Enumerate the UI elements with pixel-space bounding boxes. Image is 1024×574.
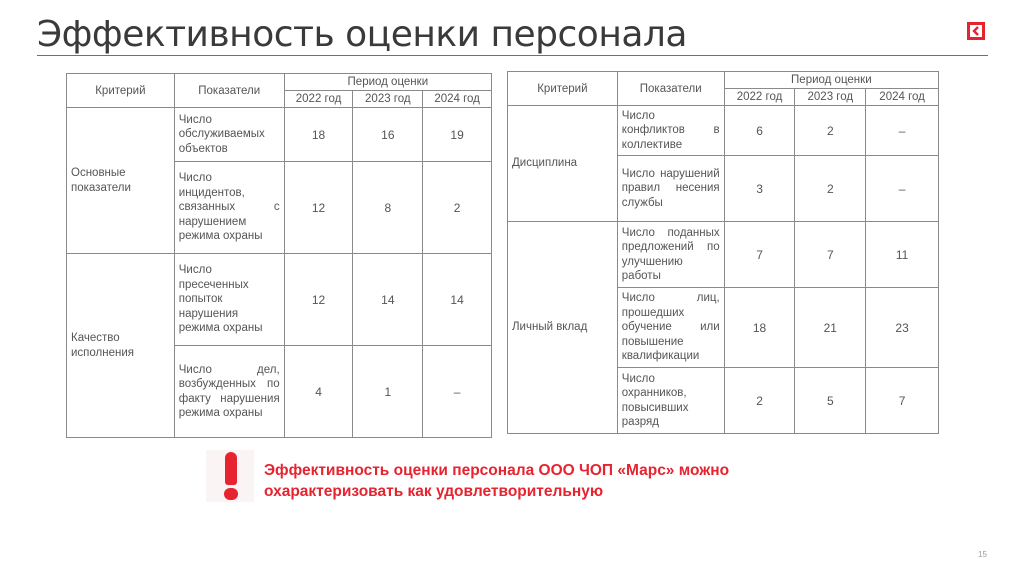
value-cell: 12 [284, 254, 353, 346]
indicator-cell: Число нарушений правил несения службы [617, 156, 724, 222]
value-cell: 5 [795, 368, 866, 434]
value-cell: – [866, 106, 939, 156]
value-cell: 18 [724, 288, 795, 368]
slide-title: Эффективность оценки персонала [37, 14, 687, 55]
criterion-cell: Основные показатели [67, 108, 175, 254]
value-cell: 11 [866, 222, 939, 288]
indicator-cell: Число конфликтов в коллективе [617, 106, 724, 156]
indicator-cell: Число поданных предложений по улучшению работы [617, 222, 724, 288]
conclusion-text: Эффективность оценки персонала ООО ЧОП «Марс» можно охарактеризовать как удовлетворительную [264, 462, 730, 500]
header-indicators: Показатели [617, 72, 724, 106]
indicator-cell: Число инцидентов, связанных с нарушением режима охраны [174, 162, 284, 254]
exclamation-dot [224, 488, 238, 500]
header-year-2022: 2022 год [284, 91, 353, 108]
value-cell: 4 [284, 346, 353, 438]
table-row [508, 222, 939, 288]
value-cell: 19 [423, 108, 492, 162]
value-cell: 14 [423, 254, 492, 346]
indicator-cell: Число дел, возбужденных по факту нарушения режима охраны [174, 346, 284, 438]
left-evaluation-table [66, 73, 492, 438]
criterion-cell: Качество исполнения [67, 254, 175, 438]
indicator-cell: Число лиц, прошедших обучение или повышение квалификации [617, 288, 724, 368]
value-cell: 2 [795, 106, 866, 156]
value-cell: 7 [866, 368, 939, 434]
header-year-2024: 2024 год [866, 89, 939, 106]
title-underline [37, 55, 988, 56]
criterion-cell: Личный вклад [508, 222, 618, 434]
table-row [67, 254, 492, 346]
page-number: 15 [978, 550, 987, 559]
table-row [67, 108, 492, 162]
value-cell: 7 [795, 222, 866, 288]
header-year-2023: 2023 год [353, 91, 423, 108]
value-cell: 8 [353, 162, 423, 254]
header-criterion: Критерий [508, 72, 618, 106]
exclamation-bar [225, 452, 237, 485]
value-cell: 14 [353, 254, 423, 346]
value-cell: 2 [795, 156, 866, 222]
value-cell: – [423, 346, 492, 438]
header-period: Период оценки [284, 74, 491, 91]
table-row [508, 106, 939, 156]
value-cell: 6 [724, 106, 795, 156]
value-cell: – [866, 156, 939, 222]
value-cell: 1 [353, 346, 423, 438]
value-cell: 2 [724, 368, 795, 434]
brand-logo-icon [967, 22, 985, 40]
value-cell: 7 [724, 222, 795, 288]
header-year-2023: 2023 год [795, 89, 866, 106]
indicator-cell: Число охранников, повысивших разряд [617, 368, 724, 434]
header-year-2024: 2024 год [423, 91, 492, 108]
header-year-2022: 2022 год [724, 89, 795, 106]
right-evaluation-table [507, 71, 939, 434]
exclamation-icon [206, 450, 254, 502]
value-cell: 23 [866, 288, 939, 368]
value-cell: 16 [353, 108, 423, 162]
value-cell: 3 [724, 156, 795, 222]
value-cell: 2 [423, 162, 492, 254]
header-indicators: Показатели [174, 74, 284, 108]
header-criterion: Критерий [67, 74, 175, 108]
value-cell: 18 [284, 108, 353, 162]
criterion-cell: Дисциплина [508, 106, 618, 222]
value-cell: 12 [284, 162, 353, 254]
indicator-cell: Число обслуживаемых объектов [174, 108, 284, 162]
header-period: Период оценки [724, 72, 938, 89]
value-cell: 21 [795, 288, 866, 368]
indicator-cell: Число пресеченных попыток нарушения режима охраны [174, 254, 284, 346]
